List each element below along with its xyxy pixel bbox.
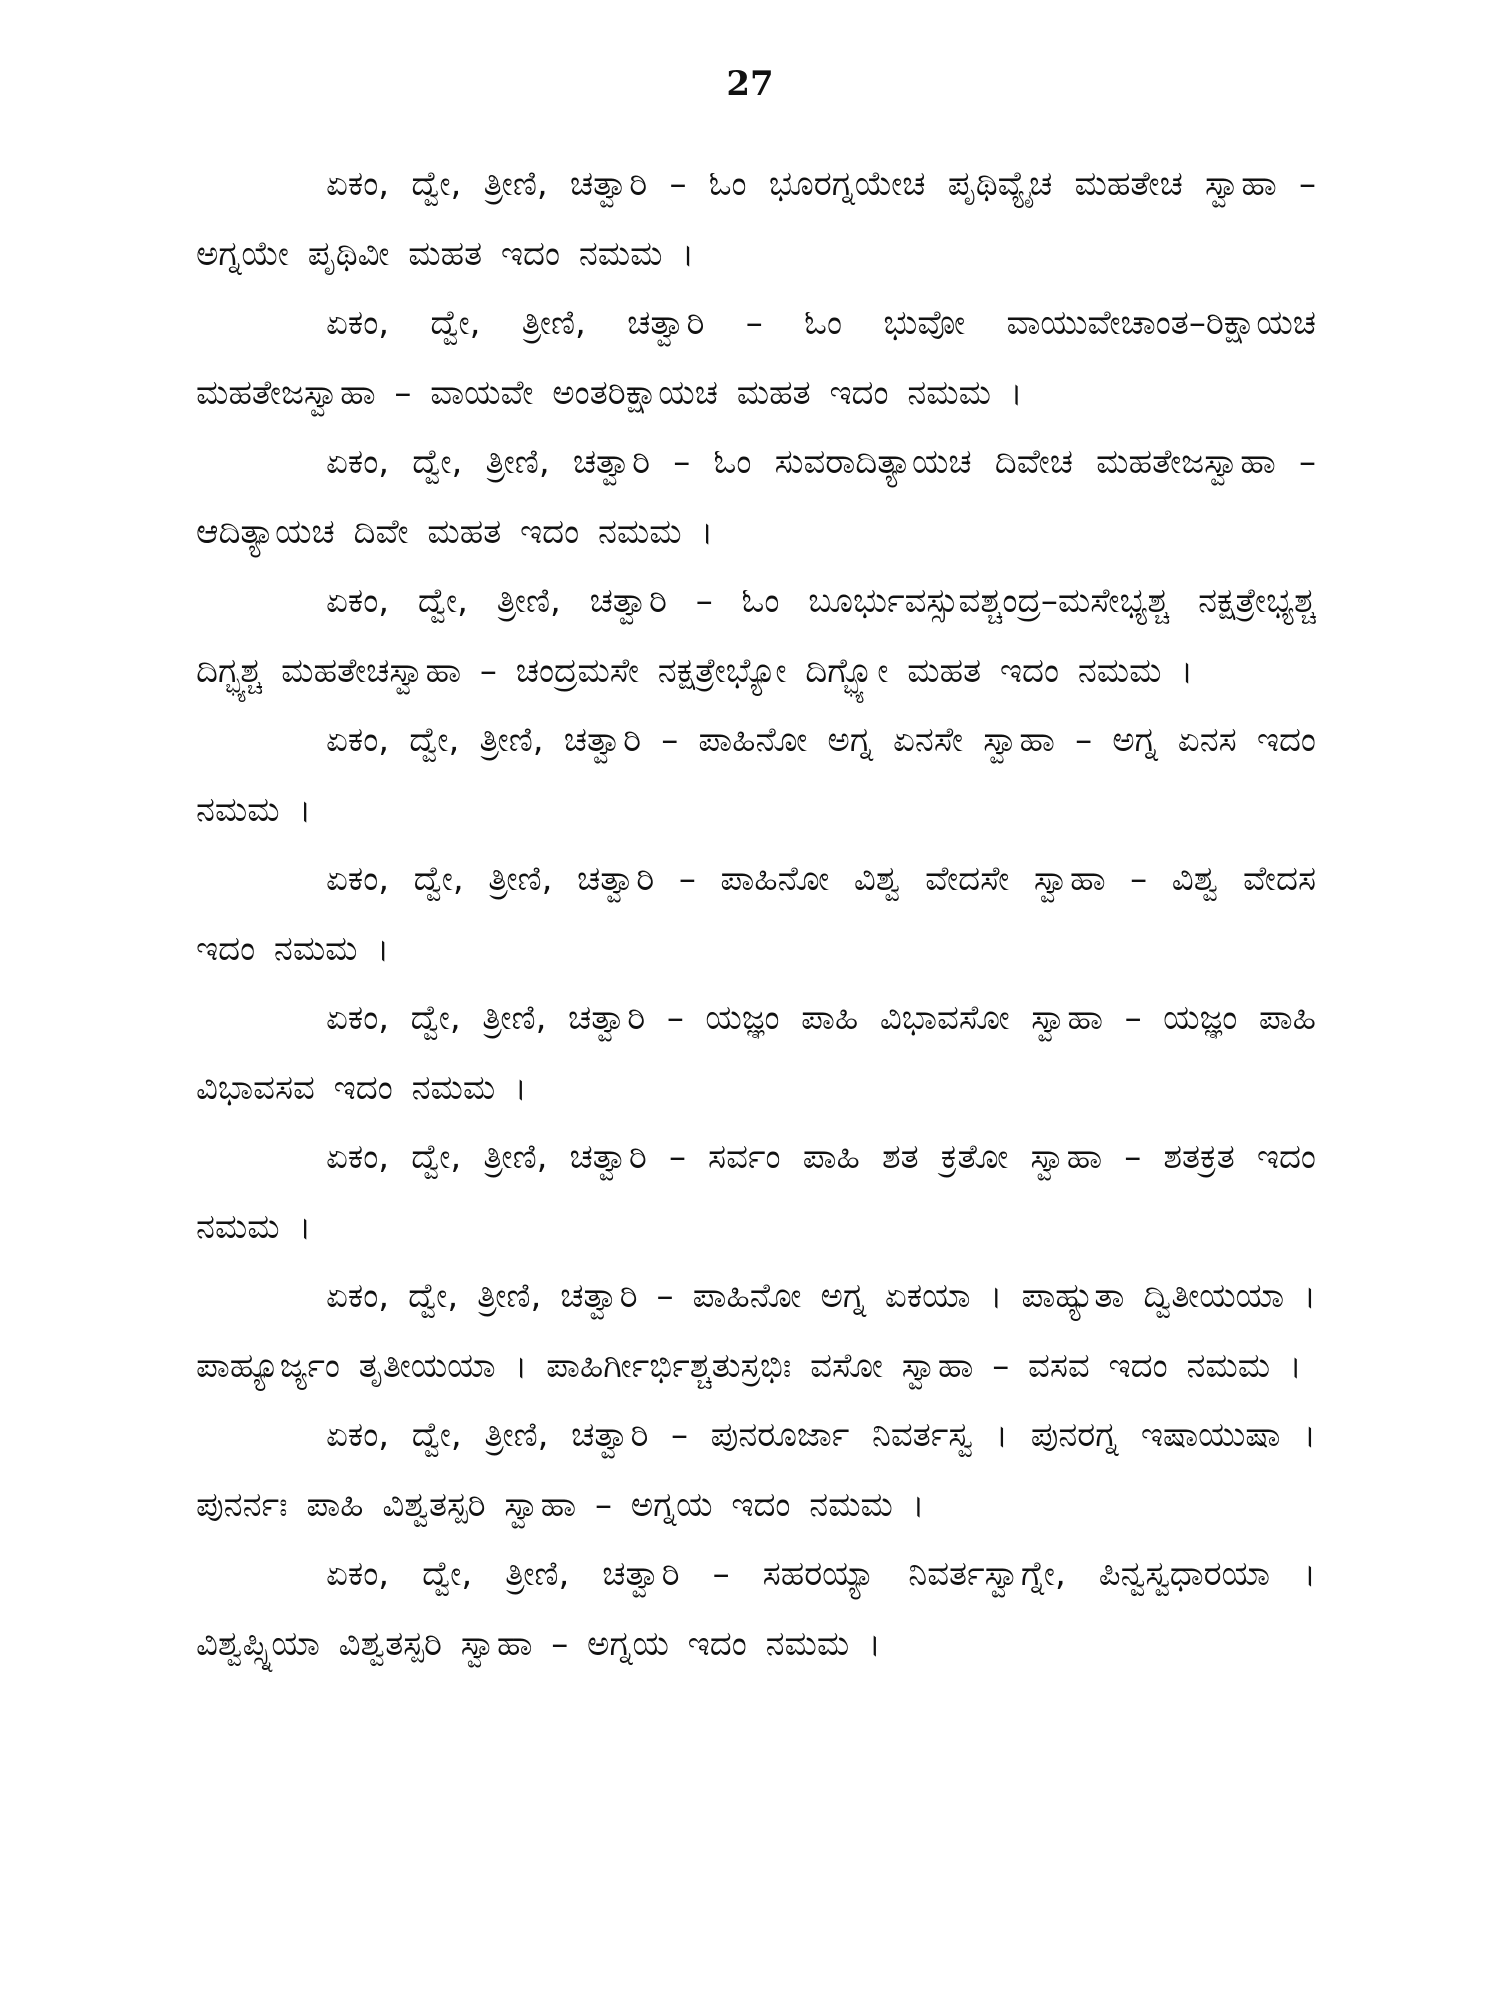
paragraph-8: ಏಕಂ, ದ್ವೇ, ತ್ರೀಣಿ, ಚತ್ವಾರಿ – ಸರ್ವಂ ಪಾಹಿ ಶತ ಕ್ರತೋ ಸ್ವಾಹಾ – ಶತಕ್ರತ ಇದಂ ನಮಮ । xyxy=(196,1137,1316,1247)
page-body xyxy=(196,150,1316,1679)
paragraph-1: ಏಕಂ, ದ್ವೇ, ತ್ರೀಣಿ, ಚತ್ವಾರಿ – ಓಂ ಭೂರಗ್ನಯೇಚ ಪೃಥಿವ್ಯೈಚ ಮಹತೇಚ ಸ್ವಾಹಾ – ಅಗ್ನಯೇ ಪೃಥಿವೀ ಮಹತ ಇದಂ ನಮಮ । xyxy=(196,164,1316,274)
paragraph-3: ಏಕಂ, ದ್ವೇ, ತ್ರೀಣಿ, ಚತ್ವಾರಿ – ಓಂ ಸುವರಾದಿತ್ಯಾಯಚ ದಿವೇಚ ಮಹತೇಜಸ್ವಾಹಾ – ಆದಿತ್ಯಾಯಚ ದಿವೇ ಮಹತ ಇದಂ ನಮಮ । xyxy=(196,442,1316,552)
paragraph-10: ಏಕಂ, ದ್ವೇ, ತ್ರೀಣಿ, ಚತ್ವಾರಿ – ಪುನರೂರ್ಜಾ ನಿವರ್ತಸ್ವ । ಪುನರಗ್ನ ಇಷಾಯುಷಾ । ಪುನರ್ನಃ ಪಾಹಿ ವಿಶ್ವತಸ್ಪರಿ ಸ್ವಾಹಾ – ಅಗ್ನಯ ಇದಂ ನಮಮ । xyxy=(196,1415,1316,1525)
page-number: 27 xyxy=(726,64,774,104)
paragraph-5: ಏಕಂ, ದ್ವೇ, ತ್ರೀಣಿ, ಚತ್ವಾರಿ – ಪಾಹಿನೋ ಅಗ್ನ ಏನಸೇ ಸ್ವಾಹಾ – ಅಗ್ನ ಏನಸ ಇದಂ ನಮಮ । xyxy=(196,720,1316,830)
paragraph-9: ಏಕಂ, ದ್ವೇ, ತ್ರೀಣಿ, ಚತ್ವಾರಿ – ಪಾಹಿನೋ ಅಗ್ನ ಏಕಯಾ । ಪಾಹ್ಯುತಾ ದ್ವಿತೀಯಯಾ । ಪಾಹ್ಯೂರ್ಜ್ಯಂ ತೃತೀಯಯಾ । ಪಾಹಿರ್ಗೀರ್ಭಿಶ್ಚತುಸ್ರಭಿಃ ವಸೋ ಸ್ವಾಹಾ – ವಸವ ಇದಂ ನಮಮ । xyxy=(196,1276,1316,1386)
paragraph-2: ಏಕಂ, ದ್ವೇ, ತ್ರೀಣಿ, ಚತ್ವಾರಿ – ಓಂ ಭುವೋ ವಾಯುವೇಚಾಂತ–ರಿಕ್ಷಾಯಚ ಮಹತೇಜಸ್ವಾಹಾ – ವಾಯವೇ ಅಂತರಿಕ್ಷಾಯಚ ಮಹತ ಇದಂ ನಮಮ । xyxy=(196,303,1316,413)
paragraph-11: ಏಕಂ, ದ್ವೇ, ತ್ರೀಣಿ, ಚತ್ವಾರಿ – ಸಹರಯ್ಯಾ ನಿವರ್ತಸ್ವಾಗ್ನೇ, ಪಿನ್ವಸ್ವಧಾರಯಾ । ವಿಶ್ವಪ್ಸ್ನಿಯಾ ವಿಶ್ವತಸ್ಪರಿ ಸ್ವಾಹಾ – ಅಗ್ನಯ ಇದಂ ನಮಮ । xyxy=(196,1554,1316,1664)
paragraph-4: ಏಕಂ, ದ್ವೇ, ತ್ರೀಣಿ, ಚತ್ವಾರಿ – ಓಂ ಬೂರ್ಭುವಸ್ಸುವಶ್ಚಂದ್ರ–ಮಸೇಭ್ಯಶ್ಚ ನಕ್ಷತ್ರೇಭ್ಯಶ್ಚ ದಿಗ್ಭ್ಯಶ್ಚ ಮಹತೇಚಸ್ವಾಹಾ – ಚಂದ್ರಮಸೇ ನಕ್ಷತ್ರೇಭ್ಯೋ ದಿಗ್ಭ್ಯೋ ಮಹತ ಇದಂ ನಮಮ । xyxy=(196,581,1316,691)
paragraph-7: ಏಕಂ, ದ್ವೇ, ತ್ರೀಣಿ, ಚತ್ವಾರಿ – ಯಜ್ಞಂ ಪಾಹಿ ವಿಭಾವಸೋ ಸ್ವಾಹಾ – ಯಜ್ಞಂ ಪಾಹಿ ವಿಭಾವಸವ ಇದಂ ನಮಮ । xyxy=(196,998,1316,1108)
paragraph-6: ಏಕಂ, ದ್ವೇ, ತ್ರೀಣಿ, ಚತ್ವಾರಿ – ಪಾಹಿನೋ ವಿಶ್ವ ವೇದಸೇ ಸ್ವಾಹಾ – ವಿಶ್ವ ವೇದಸ ಇದಂ ನಮಮ । xyxy=(196,859,1316,969)
